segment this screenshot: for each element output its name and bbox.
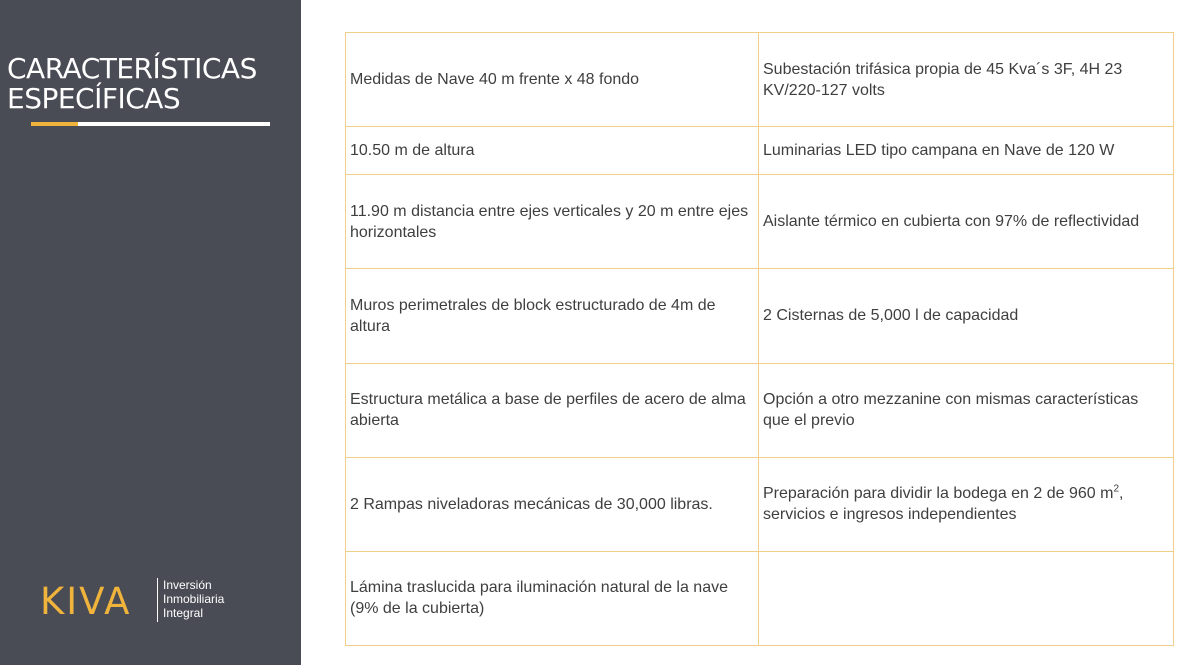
feature-cell: 2 Rampas niveladoras mecánicas de 30,000 libras.	[346, 457, 759, 551]
feature-cell: 10.50 m de altura	[346, 127, 759, 175]
title-underline-accent	[31, 122, 78, 126]
feature-cell: Aislante térmico en cubierta con 97% de reflectividad	[759, 175, 1174, 269]
sidebar	[0, 0, 301, 665]
logo-tagline-line-3: Integral	[163, 606, 204, 620]
superscript: 2	[1113, 483, 1120, 495]
feature-text: , servicios e ingresos independientes	[763, 485, 1124, 524]
feature-cell: Subestación trifásica propia de 45 Kva´s 3F, 4H 23 KV/220-127 volts	[759, 33, 1174, 127]
feature-cell: Luminarias LED tipo campana en Nave de 120 W	[759, 127, 1174, 175]
feature-cell: Medidas de Nave 40 m frente x 48 fondo	[346, 33, 759, 127]
feature-cell	[759, 457, 1174, 551]
page-title-line-2: ESPECÍFICAS	[7, 82, 181, 115]
table-row	[346, 269, 1174, 363]
feature-text: Preparación para dividir la bodega en 2 de 960 m	[763, 485, 1114, 503]
table-row	[346, 363, 1174, 457]
logo-tagline	[163, 578, 224, 620]
table-row	[346, 175, 1174, 269]
feature-cell-empty	[759, 551, 1174, 645]
feature-cell: Muros perimetrales de block estructurado de 4m de altura	[346, 269, 759, 363]
table-row	[346, 457, 1174, 551]
feature-cell: Estructura metálica a base de perfiles de acero de alma abierta	[346, 363, 759, 457]
logo-tagline-line-2: Inmobiliaria	[163, 592, 225, 606]
table-row	[346, 127, 1174, 175]
logo-wordmark: KIVA	[40, 580, 132, 623]
table-row	[346, 551, 1174, 645]
page-title-line-1: CARACTERÍSTICAS	[7, 52, 257, 85]
feature-cell: Lámina traslucida para iluminación natural de la nave (9% de la cubierta)	[346, 551, 759, 645]
feature-cell: 11.90 m distancia entre ejes verticales y 20 m entre ejes horizontales	[346, 175, 759, 269]
logo-divider	[157, 578, 158, 622]
logo-tagline-line-1: Inversión	[163, 578, 212, 592]
table-row	[346, 33, 1174, 127]
feature-cell: Opción a otro mezzanine con mismas características que el previo	[759, 363, 1174, 457]
features-table	[345, 32, 1174, 646]
feature-cell: 2 Cisternas de 5,000 l de capacidad	[759, 269, 1174, 363]
page-title	[7, 54, 257, 114]
title-underline	[78, 122, 270, 126]
